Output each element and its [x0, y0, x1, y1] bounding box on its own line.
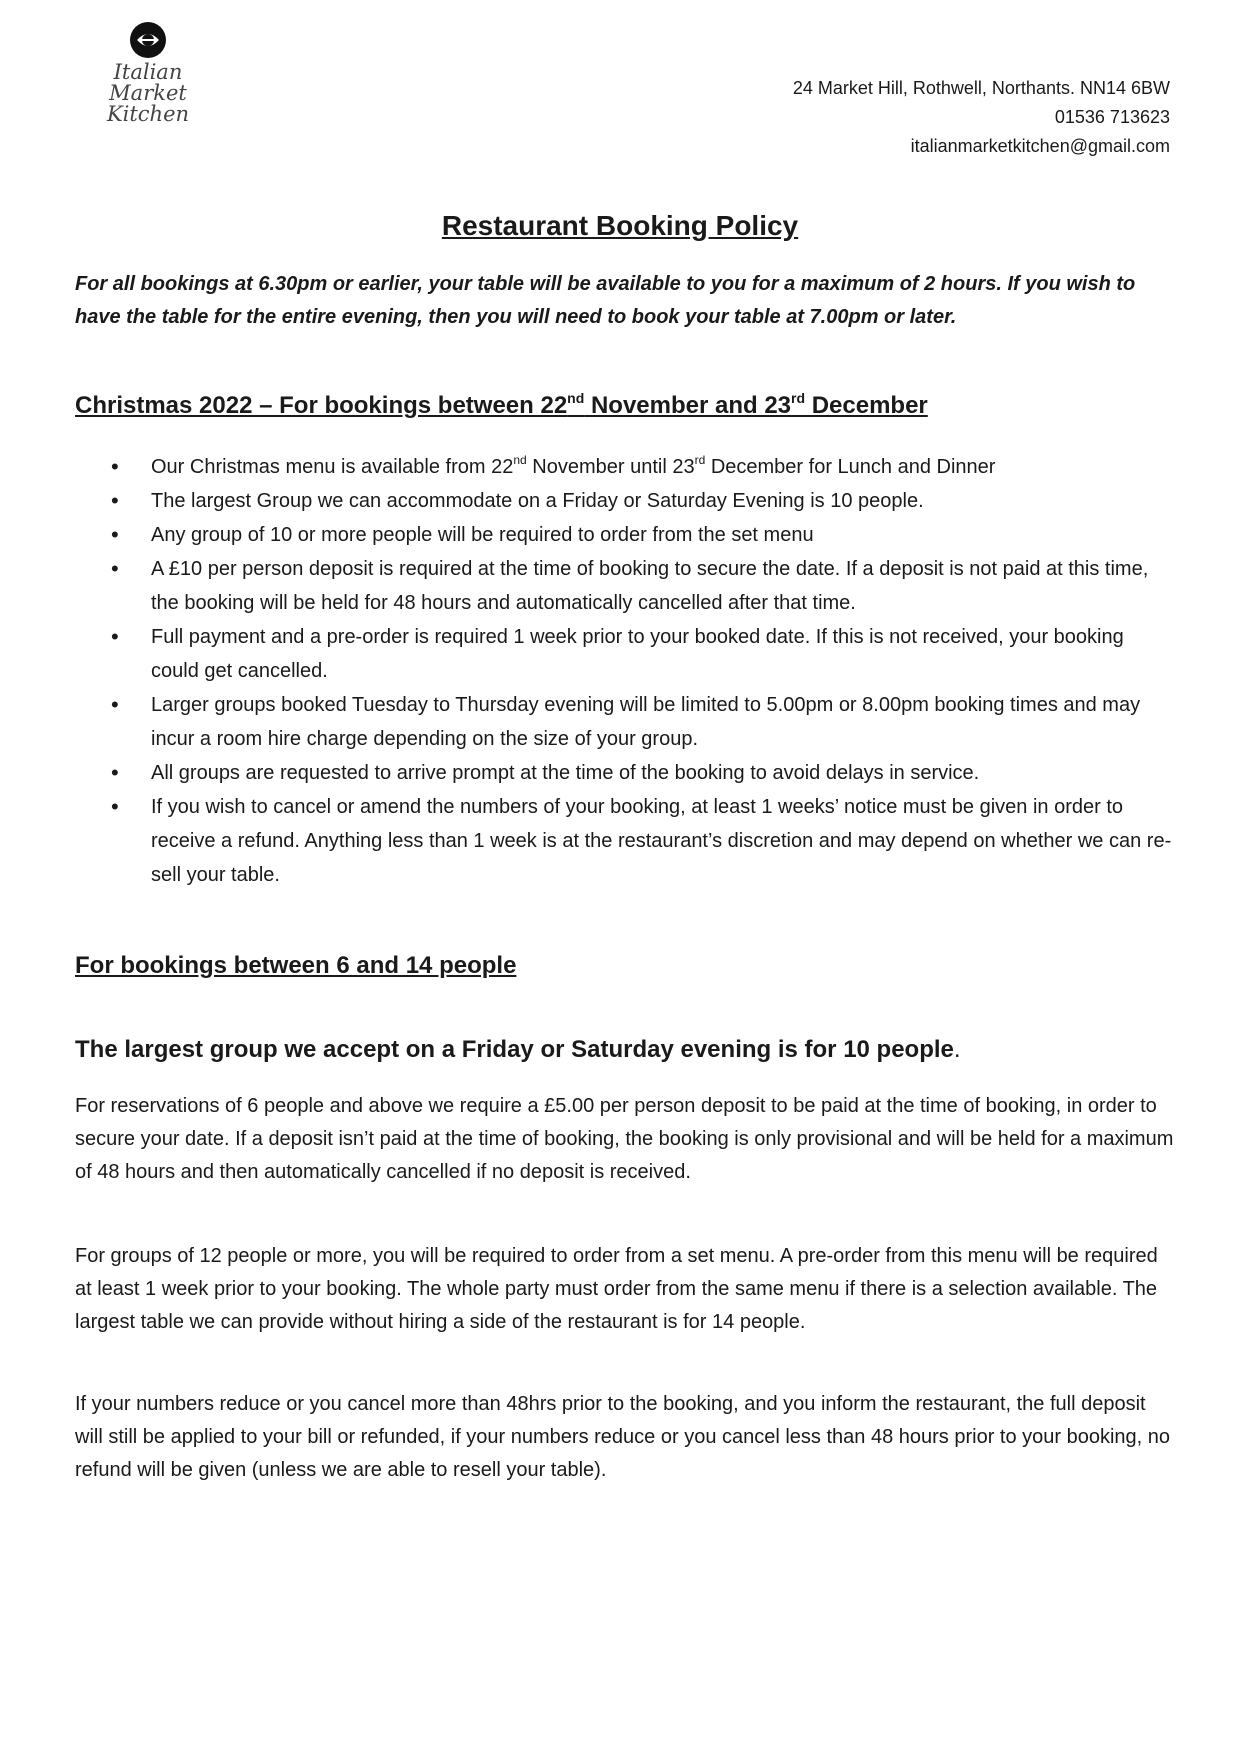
groups-subheading — [75, 1036, 961, 1064]
email-address: italianmarketkitchen@gmail.com — [910, 136, 1170, 156]
groups-heading: For bookings between 6 and 14 people — [75, 952, 517, 979]
christmas-heading-sup-1: nd — [567, 390, 585, 406]
list-item: • A £10 per person deposit is required at the time of booking to secure the date. If a deposit is not paid at this time, the booking will be held for 48 hours and automatically cancelled after that time. — [75, 552, 1175, 620]
logo-fork-icon — [128, 20, 168, 60]
bullet-text-1c: December for Lunch and Dinner — [705, 456, 996, 478]
list-item: • Full payment and a pre-order is required 1 week prior to your booked date. If this is not received, your booking could get cancelled. — [75, 620, 1175, 688]
page-title: Restaurant Booking Policy — [441, 210, 799, 241]
address-line: 24 Market Hill, Rothwell, Northants. NN14 6BW — [792, 78, 1170, 98]
christmas-heading-sup-2: rd — [791, 390, 806, 406]
contact-block — [793, 74, 1170, 161]
list-item: • The largest Group we can accommodate on a Friday or Saturday Evening is 10 people. — [75, 484, 1175, 518]
list-item: • Larger groups booked Tuesday to Thursday evening will be limited to 5.00pm or 8.00pm booking times and may incur a room hire charge depending on the size of your group. — [75, 688, 1175, 756]
groups-subheading-text: The largest group we accept on a Friday or Saturday evening is for 10 people — [75, 1036, 954, 1063]
bullet-text-1b: November until 23 — [526, 456, 695, 478]
bullet-text-1a: Our Christmas menu is available from 22 — [151, 456, 514, 478]
deposit-paragraph: For reservations of 6 people and above we require a £5.00 per person deposit to be paid at the time of booking, in order to secure your date. If a deposit isn’t paid at the time of booking, the booking is only provisional and will be held for a maximum of 48 hours and then automatically cancelled if no deposit is received. — [75, 1095, 1174, 1183]
christmas-heading — [75, 392, 928, 420]
christmas-heading-text-2: November and 23 — [584, 392, 792, 419]
logo-line-3: Kitchen — [106, 102, 190, 126]
list-item: • Any group of 10 or more people will be required to order from the set menu — [75, 518, 1175, 552]
logo-line-1: Italian — [113, 60, 183, 84]
cancellation-paragraph: If your numbers reduce or you cancel more than 48hrs prior to the booking, and you inform the restaurant, the full deposit will still be applied to your bill or refunded, if your numbers reduce or you cancel less than 48 hours prior to your booking, no refund will be given (unless we are able to resell your table). — [75, 1393, 1171, 1481]
intro-paragraph: For all bookings at 6.30pm or earlier, your table will be available to you for a maximum of 2 hours. If you wish to have the table for the entire evening, then you will need to book your table at 7.00pm or later. — [75, 273, 1136, 328]
list-item — [75, 450, 1175, 484]
restaurant-logo — [98, 20, 198, 125]
bullet-sup-1b: rd — [694, 453, 706, 467]
christmas-heading-text-1: Christmas 2022 – For bookings between 22 — [75, 392, 568, 419]
christmas-policy-list — [75, 450, 1175, 892]
groups-subheading-period: . — [953, 1036, 961, 1063]
set-menu-paragraph: For groups of 12 people or more, you will be required to order from a set menu. A pre-order from this menu will be required at least 1 week prior to your booking. The whole party must order from the same menu if there is a selection available. The largest table we can provide without hiring a side of the restaurant is for 14 people. — [75, 1245, 1158, 1333]
list-item: • All groups are requested to arrive prompt at the time of the booking to avoid delays in service. — [75, 756, 1175, 790]
list-item: • If you wish to cancel or amend the numbers of your booking, at least 1 weeks’ notice must be given in order to receive a refund. Anything less than 1 week is at the restaurant’s discretion and may depend on whether we can re-sell your table. — [75, 790, 1175, 892]
christmas-heading-text-3: December — [805, 392, 928, 419]
bullet-sup-1a: nd — [513, 453, 527, 467]
phone-number: 01536 713623 — [1054, 107, 1170, 127]
logo-line-2: Market — [109, 81, 187, 105]
